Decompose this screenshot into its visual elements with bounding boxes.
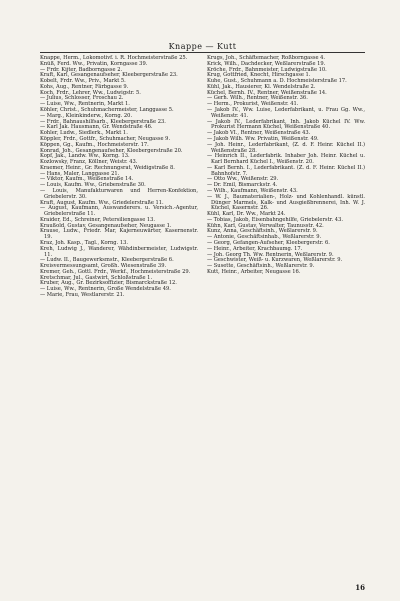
directory-entry: Knüß, Ferd. Ww., Privatin, Korngasse 39. bbox=[40, 60, 148, 67]
directory-entry: — Wilh., Kaufmann, Weißenstr. 43. bbox=[207, 187, 298, 194]
directory-entry: Kobelt, Frdr. Ww., Priv., Markt 5. bbox=[40, 78, 126, 85]
directory-entry: Kraider, Ed., Schreiner, Petersiliengasse 13. bbox=[40, 216, 156, 223]
directory-entry: — Dr. Emil, Bismarckstr. 4. bbox=[207, 182, 278, 189]
directory-entry: — Ludw. II., Baugewerksmstr., Kleebergerstraße 6. bbox=[40, 257, 174, 264]
directory-entry: Kraußold, Gustav, Gesangenaufseher, Neugasse 1. bbox=[40, 222, 172, 229]
directory-entry: — Heinrich II., Lederfabrik. Inhaber Joh. Heinr. Küchel u. Karl Bernhard Küchel I., Weißenstr. 20. bbox=[207, 153, 365, 166]
directory-entry: Kreisvermessungsamt, Großh. Wiesenstraße 39. bbox=[40, 263, 167, 270]
directory-entry: Köppen, Gg., Kaufm., Hochmeisterstr. 17. bbox=[40, 141, 149, 148]
directory-entry: Kraz, Joh. Kasp., Tagl., Korng. 13. bbox=[40, 240, 129, 246]
header-text: Knappe — Kutt bbox=[168, 41, 237, 51]
directory-page bbox=[40, 40, 365, 592]
directory-entry: — Luise, Ww., Rentnerin, Markt 1. bbox=[40, 101, 130, 108]
directory-entry: — Louis, Kaufm. Ww., Griebenstraße 30. bbox=[40, 182, 146, 189]
directory-entry: — Marie, Frau, Westlarerstr. 21. bbox=[40, 292, 125, 299]
directory-entry: — Frdr., Bahnaushilfsarb., Kleebergerstraße 23. bbox=[40, 118, 166, 125]
directory-entry: — Joh. Heinr., Lederfabrikant, (Z. d. F. Heinr. Küchel II.) Weißenstraße 28. bbox=[207, 141, 365, 154]
left-column bbox=[40, 56, 198, 299]
directory-entry: Kretschmar, Jul., Gastwirt, Schloßstraße 1. bbox=[40, 274, 153, 281]
directory-entry: Kraft, Karl, Gesangenaufseher, Kleebergerstraße 23. bbox=[40, 72, 178, 79]
directory-entry: Kohler, Ludw., Siedlerk., Markt 1. bbox=[40, 130, 128, 137]
directory-entry: — Viktor, Kaufm., Weißenstraße 14. bbox=[40, 176, 134, 183]
directory-entry: — Karl Bernh. I., Lederfabrikant. (Z. d. F. Heinr. Küchel II.) Bahnhofstr. 7. bbox=[207, 164, 365, 177]
directory-entry: — August, Kaufmann, Auswanderers. u. Versich.-Agentur, Griebelerstraße 11. bbox=[40, 205, 198, 218]
directory-entry: — Tobias, Jakob, Eisenbahngehilfe, Griebelerstr. 43. bbox=[207, 216, 343, 223]
right-column bbox=[207, 56, 365, 299]
directory-entry: Kruber, Aug., Gr. Bezirksoffizier, Bismarckstraße 12. bbox=[40, 280, 177, 287]
directory-entry: Konrad, Joh., Gesangenaufseher, Kleebergerstraße 20. bbox=[40, 147, 183, 154]
directory-entry: — Herm., Prokurist, Weißenstr. 41. bbox=[207, 101, 299, 108]
directory-entry: — Marg., Kleinkinderw., Korng. 20. bbox=[40, 112, 133, 119]
directory-entry: Kohs, Aug., Rentner, Färbgasse 9. bbox=[40, 83, 129, 90]
directory-entry: Kreh, Ludwig J., Wanderer, Wähdinbermeister, Ludwigstr. 11. bbox=[40, 245, 198, 258]
page-header bbox=[40, 40, 365, 53]
directory-entry: — Georg, Gefangen-Aufseher, Kleebergerstr. 6. bbox=[207, 240, 330, 246]
directory-entry: — Gerh. Wilh., Rentner, Weißenstr. 36. bbox=[207, 95, 308, 102]
directory-entry: Kozlowsky, Franz, Köllner, Weistr. 43. bbox=[40, 159, 138, 166]
directory-entry: Koch, Frdr., Lehrer, Ww., Ludwigstr. 5. bbox=[40, 89, 141, 96]
directory-entry: — Jakob Wilh. Ww. Privatin, Weißenstr. 49. bbox=[207, 135, 319, 142]
directory-entry: — Joh. Georg Th. Ww. Rentnerin, Weßlarerstr. 9. bbox=[207, 251, 334, 258]
directory-entry: Köhler, Christ., Schuhmachermeister, Langgasse 5. bbox=[40, 107, 174, 114]
directory-entry: Kraemer, Heinr., Gr. Rechnungsrat, Weidigstraße 8. bbox=[40, 164, 175, 171]
directory-entry: Kraft, August, Kaufm. Ww., Griedelerstraße 11. bbox=[40, 199, 164, 206]
directory-columns bbox=[40, 56, 365, 299]
directory-entry: Kröche, Frdr., Bahnmeister, Ludwigstraße 10. bbox=[207, 66, 327, 73]
page-number: 16 bbox=[355, 583, 365, 592]
directory-entry: Krause, Ludw., Friedr. Mar, Kajerneuwärter, Kasernenstr. 19. bbox=[40, 228, 198, 241]
directory-entry: Kunz, Anna, Geschäftsinh., Weßlarerstr. 9. bbox=[207, 228, 318, 235]
directory-entry: Krugs, Joh., Schäftemacher, Roßborngasse 4. bbox=[207, 55, 326, 61]
directory-entry: Küchel, Bernh. IV., Rentner, Weißenstraße 14. bbox=[207, 89, 327, 96]
directory-entry: Krick, Wilh., Dachdecker, Weßlarerstraße 19. bbox=[207, 60, 326, 67]
directory-entry: — Louis, Manufakturwaren und Herren-Konfektion, Griebelerstr. 30. bbox=[40, 187, 198, 200]
directory-entry: — Frdr. Kijter, Badborngasse 2. bbox=[40, 66, 123, 73]
directory-entry: — Geschwister, Weiß- u. Kurzwaren, Weßlarerstr. 9. bbox=[207, 257, 343, 264]
directory-entry: — Luise, Ww., Rentnerin, Große Wendelstraße 49. bbox=[40, 286, 171, 293]
directory-entry: Kühl, Karl, Dr. Ww., Markt 24. bbox=[207, 211, 286, 218]
directory-entry: Köppler, Frdr., Gottfr., Schuhmacher, Neugasse 9. bbox=[40, 135, 171, 142]
directory-entry: Kühn, Karl, Gustav, Verwalter, Taunusstr. 42. bbox=[207, 222, 324, 229]
directory-entry: — Jakob IV., Lederfabrikant, Inh. Jakob Küchel IV. Ww. Prokurist Hermann Küchel, Weißenstraße 40. bbox=[207, 118, 365, 131]
directory-entry: — Antonie, Geschäftsinhab., Weßlarerstr. 9. bbox=[207, 234, 322, 241]
directory-entry: Kopf, Jak., Landw. Ww., Korng. 13. bbox=[40, 153, 130, 160]
directory-entry: — Hans, Maler, Langgasse 21. bbox=[40, 170, 120, 177]
directory-entry: — Karl Jak. Hausmann, Gr. Wendstraße 46. bbox=[40, 124, 153, 131]
directory-entry: — Jakob VI., Rentner, Weißenstraße 43. bbox=[207, 130, 311, 137]
directory-entry: — Julius, Schlosser, Froschau 2. bbox=[40, 95, 124, 102]
directory-entry: Kuhe, Gust., Schuhmann a. D. Hochmeisterstraße 17. bbox=[207, 78, 347, 85]
directory-entry: — Susette, Geschäftsinh., Weßlarerstr. 9. bbox=[207, 263, 315, 270]
directory-entry: Kutt, Heinr., Arbeiter, Neugasse 16. bbox=[207, 268, 301, 275]
directory-entry: — Heinr., Arbeiter, Krachbaumg. 17. bbox=[207, 245, 303, 252]
directory-entry: Kühl, Jak., Hausierer, Kl. Wendelstraße 2. bbox=[207, 83, 316, 90]
directory-entry: — Jakob IV., Ww. Luise, Lederfabrikant, u. Frau Gg. Ww., Weißenstr. 41. bbox=[207, 107, 365, 119]
directory-entry: — W. J., Baumaterialien-, Holz- und Kohlenhandl. künstl. Dünger Marmels, Kalk- und Ausgießbrennerei, Inh. W. J. Küchel, Kasernstr. 26. bbox=[207, 193, 365, 212]
directory-entry: — Otto Ww., Weißenstr. 29. bbox=[207, 176, 279, 183]
directory-entry: Krug, Gottfried, Knecht, Hirschgasse 1. bbox=[207, 72, 311, 79]
directory-entry: Kremer, Geh., Gottl. Frdr., Werkf., Hochmeisterstraße 29. bbox=[40, 268, 191, 275]
directory-entry: Knappe, Herm., Lokomotivf. i. R. Hochmeisterstraße 25. bbox=[40, 55, 188, 61]
